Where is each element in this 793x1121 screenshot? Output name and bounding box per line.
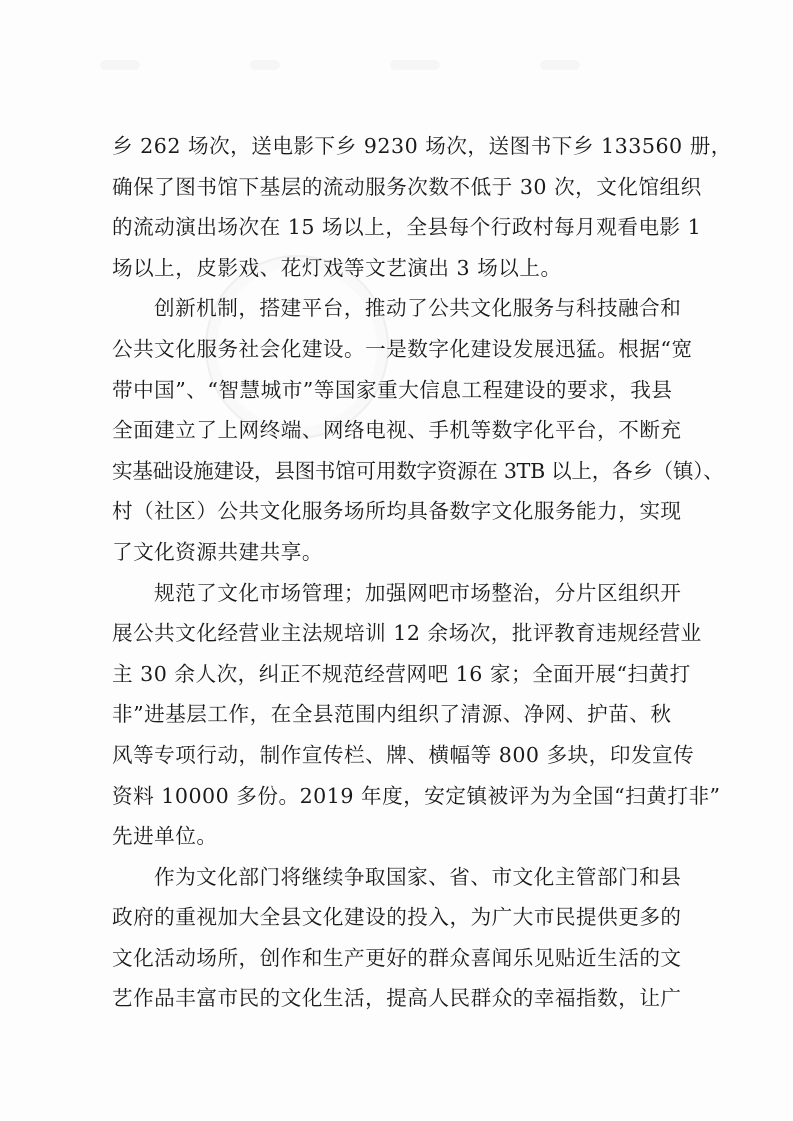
document-body	[112, 126, 732, 1019]
paragraph-4-line-1: 作为文化部门将继续争取国家、省、市文化主管部门和县	[154, 864, 682, 889]
paragraph-3-line-4: 非”进基层工作，在全县范围内组织了清源、净网、护苗、秋	[112, 702, 672, 727]
paragraph-2-line-1: 创新机制，搭建平台，推动了公共文化服务与科技融合和	[154, 296, 682, 321]
paragraph-4-line-2: 政府的重视加大全县文化建设的投入，为广大市民提供更多的	[112, 905, 682, 930]
scan-smudge	[540, 60, 580, 70]
paragraph-3-line-2: 展公共文化经营业主法规培训 12 余场次，批评教育违规经营业	[112, 621, 702, 646]
scan-smudge	[390, 60, 440, 70]
paragraph-3-line-7: 先进单位。	[112, 824, 218, 849]
paragraph-1-line-3: 的流动演出场次在 15 场以上，全县每个行政村每月观看电影 1	[112, 215, 702, 240]
paragraph-2-line-7: 了文化资源共建共享。	[112, 539, 323, 564]
scan-smudge	[100, 60, 140, 70]
paragraph-3-line-3: 主 30 余人次，纠正不规范经营网吧 16 家；全面开展“扫黄打	[112, 661, 691, 686]
paragraph-2-line-4: 全面建立了上网终端、网络电视、手机等数字化平台，不断充	[112, 418, 682, 443]
paragraph-2-line-5: 实基础设施建设，县图书馆可用数字资源在 3TB 以上，各乡（镇）、	[112, 458, 724, 483]
paragraph-3-line-6: 资料 10000 多份。2019 年度，安定镇被评为为全国“扫黄打非”	[112, 783, 721, 808]
paragraph-4-line-3: 文化活动场所，创作和生产更好的群众喜闻乐见贴近生活的文	[112, 945, 682, 970]
paragraph-2-line-3: 带中国”、“智慧城市”等国家重大信息工程建设的要求，我县	[112, 377, 673, 402]
paragraph-2-line-6: 村（社区）公共文化服务场所均具备数字文化服务能力，实现	[112, 499, 682, 524]
paragraph-3-line-1: 规范了文化市场管理；加强网吧市场整治，分片区组织开	[154, 580, 682, 605]
paragraph-1-line-1: 乡 262 场次，送电影下乡 9230 场次，送图书下乡 133560 册，	[112, 134, 732, 158]
paragraph-1-line-2: 确保了图书馆下基层的流动服务次数不低于 30 次，文化馆组织	[112, 174, 702, 199]
paragraph-1-line-4: 场以上，皮影戏、花灯戏等文艺演出 3 场以上。	[112, 255, 562, 280]
scan-smudge	[250, 60, 280, 70]
paragraph-3-line-5: 风等专项行动，制作宣传栏、牌、横幅等 800 多块，印发宣传	[112, 742, 695, 767]
paragraph-2-line-2: 公共文化服务社会化建设。一是数字化建设发展迅猛。根据“宽	[112, 336, 693, 361]
paragraph-4-line-4: 艺作品丰富市民的文化生活，提高人民群众的幸福指数，让广	[112, 986, 682, 1011]
